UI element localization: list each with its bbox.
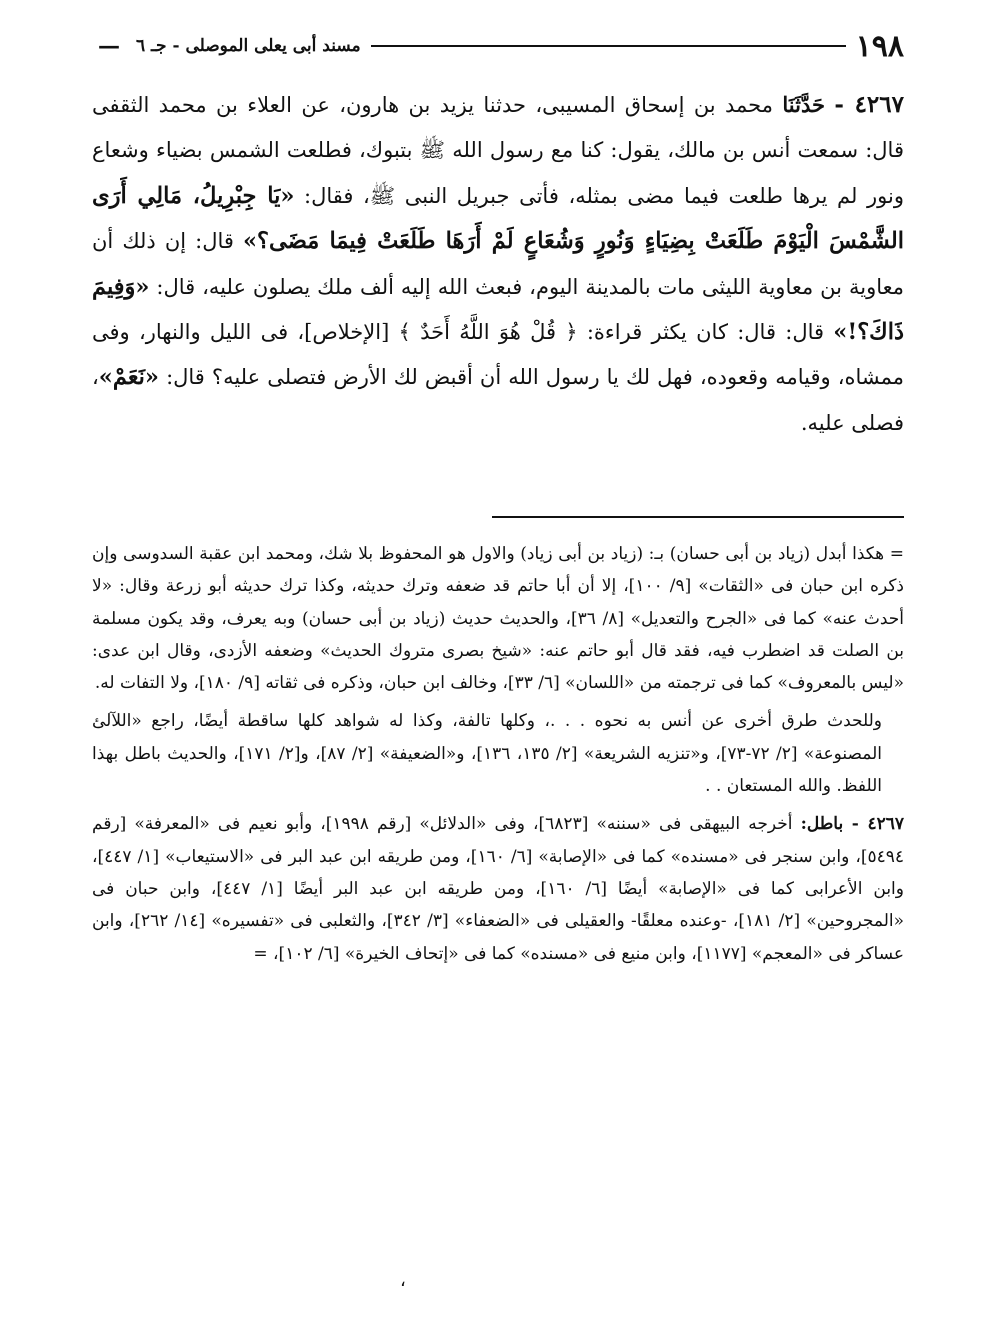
- running-title: مسند أبى يعلى الموصلى - جـ ٦: [136, 36, 361, 56]
- hadith-text-1: محمد بن إسحاق المسيبى، حدثنا يزيد بن هارون، عن العلاء بن محمد الثقفى قال: سمعت أنس بن مالك، يقول: كنا مع رسول الله ﷺ بتبوك، فطلعت الشمس بضياء وشعاع ونور لم يرها طلعت فيما مضى بمثله، فأتى جبريل النبى ﷺ، فقال:: [92, 93, 904, 208]
- hadith-text-4: ، فصلى عليه.: [92, 365, 904, 435]
- footnote-3-label: ٤٢٦٧ - باطل:: [800, 814, 904, 835]
- hadith-text-2: قال: إن ذلك أن معاوية بن معاوية الليثى مات بالمدينة اليوم، فبعث الله إليه ألف ملك يصلون عليه، قال:: [92, 229, 904, 299]
- haddathana-word: حَدَّثَنَا: [782, 92, 825, 117]
- prophet-quote-3: «نَعَمْ»: [98, 364, 159, 391]
- footnote-3-text: أخرجه البيهقى فى «سننه» [٦٨٢٣]، وفى «الدلائل» [رقم ١٩٩٨]، وأبو نعيم فى «المعرفة» [رقم ٥٤٩٤]، وابن سنجر فى «مسنده» كما فى «الإصابة» [٦/ ١٦٠]، ومن طريقه ابن عبد البر فى «الاستيعاب» [١/ ٤٤٧]، وابن الأعرابى كما فى «الإصابة» أيضًا [٦/ ١٦٠]، ومن طريقه ابن عبد البر أيضًا [١/ ٤٤٧]، وابن حبان فى «المجروحين» [٢/ ١٨١]، -وعنده معلقًا- والعقيلى فى «الضعفاء» [٣/ ٣٤٢]، والثعلبى فى «تفسيره» [١٤/ ٢٦٢]، وابن عساكر فى «المعجم» [١١٧٧]، وابن منيع فى «مسنده» كما فى «إتحاف الخيرة» [٦/ ١٠٢]، =: [92, 814, 904, 964]
- page-number: ١٩٨: [855, 28, 904, 64]
- page-mark: ،: [400, 1270, 406, 1291]
- prophet-quote-2: «وَفِيمَ ذَاكَ؟!»: [92, 273, 904, 346]
- hadith-text-3: قال: قال: كان يكثر قراءة: ﴿ قُلْ هُوَ اللَّهُ أَحَدٌ ﴾ [الإخلاص]، فى الليل والنهار، وفى ممشاه، وقيامه وقعوده، فهل لك يا رسول الله أن أقبض لك الأرض فتصلى عليه؟ قال:: [92, 320, 904, 390]
- prophet-quote-1: «يَا جِبْرِيلُ، مَالِي أَرَى الشَّمْسَ الْيَوْمَ طَلَعَتْ بِضِيَاءٍ وَنُورٍ وَشُعَاعٍ لَمْ أَرَهَا طَلَعَتْ فِيمَا مَضَى؟»: [92, 182, 904, 255]
- footnote-2: وللحدث طرق أخرى عن أنس به نحوه . . .، وكلها تالفة، وكذا له شواهد كلها ساقطة أيضًا، راجع «اللآلئ المصنوعة» [٢/ ٧٢-٧٣]، و«تنزيه الشريعة» [٢/ ١٣٥، ١٣٦]، و«الضعيفة» [٢/ ٨٧]، و[٢/ ١٧١]، والحديث باطل بهذا اللفظ. والله المستعان . .: [92, 711, 882, 797]
- hadith-number: ٤٢٦٧ -: [834, 91, 904, 118]
- header-rule: [371, 45, 846, 47]
- footnote-3: [92, 808, 904, 969]
- header-dash: —: [98, 33, 120, 59]
- page-header: [92, 28, 904, 64]
- hadith-paragraph: [92, 82, 904, 446]
- footnote-separator: [492, 516, 904, 518]
- footnote-1: = هكذا أبدل (زياد بن أبى حسان) بـ: (زياد بن أبى زياد) والاول هو المحفوظ بلا شك، ومحمد ابن عقبة السدوسى وإن ذكره ابن حبان فى «الثقات» [٩/ ١٠٠]، إلا أن أبا حاتم قد ضعفه وترك حديثه، وكذا ترك حديثه أبو زرعة وقال: «لا أحدث عنه» كما فى «الجرح والتعديل» [٨/ ٣٦]، والحديث حديث (زياد بن أبى حسان) وبه يعرف، وقد يكون مسلمة بن الصلت قد اضطرب فيه، فقد قال أبو حاتم عنه: «شيخ بصرى متروك الحديث» وضعفه الأزدى، وقال ابن عدى: «ليس بالمعروف» كما فى ترجمته من «اللسان» [٦/ ٣٣]، وخالف ابن حبان، وذكره فى ثقاته [٩/ ١٨٠]، ولا التفات له.: [92, 544, 905, 694]
- hadith-text: [92, 82, 904, 446]
- footnotes: [92, 538, 904, 976]
